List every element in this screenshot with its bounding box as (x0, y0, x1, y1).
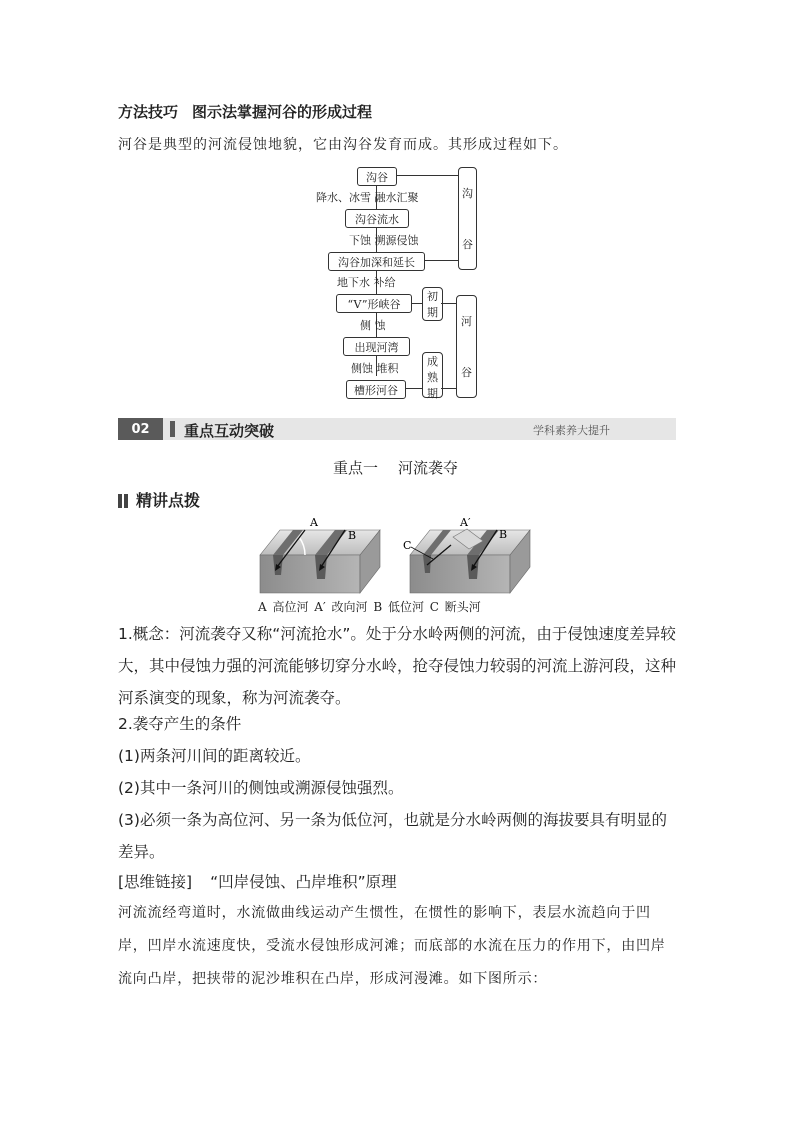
flow-step-label: 下蚀 溯源侵蚀 (349, 234, 419, 247)
keypoint-heading (333, 457, 458, 478)
block-diagram-before (260, 530, 380, 593)
flow-step-label: 降水、冰雪 融水汇聚 (316, 191, 419, 204)
method-label: 方法技巧 (118, 103, 179, 121)
section-subtitle: 学科素养大提升 (533, 424, 610, 437)
flow-step-label: 侧蚀 堆积 (351, 362, 399, 375)
flow-box-v-valley: “V”形峡谷 (336, 294, 412, 313)
flow-connector (404, 388, 422, 389)
flow-step-label: 侧 蚀 (360, 319, 386, 332)
flow-box-deepen: 沟谷加深和延长 (328, 252, 425, 271)
section-stripe (170, 421, 175, 437)
label-C: C (403, 539, 412, 552)
condition-item: (2)其中一条河川的侧蚀或溯源侵蚀强烈。 (118, 779, 404, 797)
thinking-title: “凹岸侵蚀、凸岸堆积”原理 (210, 873, 397, 891)
block-diagram-after (410, 529, 530, 593)
section-title: 重点互动突破 (184, 422, 275, 440)
flow-connector (441, 303, 456, 304)
label-B-right: B (499, 528, 508, 541)
flow-connector (441, 388, 456, 389)
bracket-mature: 成 熟 期 (422, 352, 443, 398)
keypoint-title: 河流袭夺 (398, 459, 459, 477)
bars-icon (118, 493, 130, 512)
bracket-valley: 河 谷 (456, 295, 477, 398)
section-bar (118, 418, 676, 440)
flow-box-gully-flow: 沟谷流水 (345, 209, 409, 228)
thinking-tag: [思维链接] (118, 873, 193, 891)
bracket-early: 初 期 (422, 287, 443, 321)
flow-box-gully: 沟谷 (357, 167, 397, 186)
condition-item: (3)必须一条为高位河、另一条为低位河，也就是分水岭两侧的海拔要具有明显的差异。 (118, 811, 667, 861)
method-intro: 河谷是典型的河流侵蚀地貌，它由沟谷发育而成。其形成过程如下。 (118, 137, 568, 153)
subheading: 精讲点拨 (118, 488, 200, 512)
method-title: 图示法掌握河谷的形成过程 (192, 103, 373, 121)
section-number: 02 (118, 418, 163, 440)
flow-box-bend: 出现河湾 (343, 337, 410, 356)
conditions-title: 2.袭夺产生的条件 (118, 715, 242, 733)
thinking-body: 河流流经弯道时，水流做曲线运动产生惯性，在惯性的影响下，表层水流趋向于凹岸，凹岸水流速度快，受流水侵蚀形成河滩；而底部的水流在压力的作用下，由凹岸流向凸岸，把挟带的泥沙堆积在凸岸，形成河漫滩。如下图所示： (118, 905, 666, 987)
flow-connector (423, 260, 458, 261)
thinking-heading (118, 866, 680, 898)
bracket-gully: 沟 谷 (458, 167, 477, 270)
flow-step-label: 地下水 补给 (337, 276, 396, 289)
river-capture-figure (255, 515, 540, 600)
keypoint-label: 重点一 (333, 459, 379, 477)
concept-paragraph: 1.概念：河流袭夺又称“河流抢水”。处于分水岭两侧的河流，由于侵蚀速度差异较大，其中侵蚀力强的河流能够切穿分水岭，抢夺侵蚀力较弱的河流上游河段，这种河系演变的现象，称为河流袭夺。 (118, 625, 677, 707)
method-heading (118, 101, 372, 122)
label-A: A (310, 516, 318, 529)
label-A-prime: A′ (460, 516, 471, 529)
label-B: B (348, 529, 357, 542)
flow-box-trough: 槽形河谷 (346, 380, 406, 399)
condition-item: (1)两条河川间的距离较近。 (118, 747, 311, 765)
flow-connector (396, 175, 458, 176)
figure-caption: A 高位河 A′ 改向河 B 低位河 C 断头河 (258, 600, 481, 614)
